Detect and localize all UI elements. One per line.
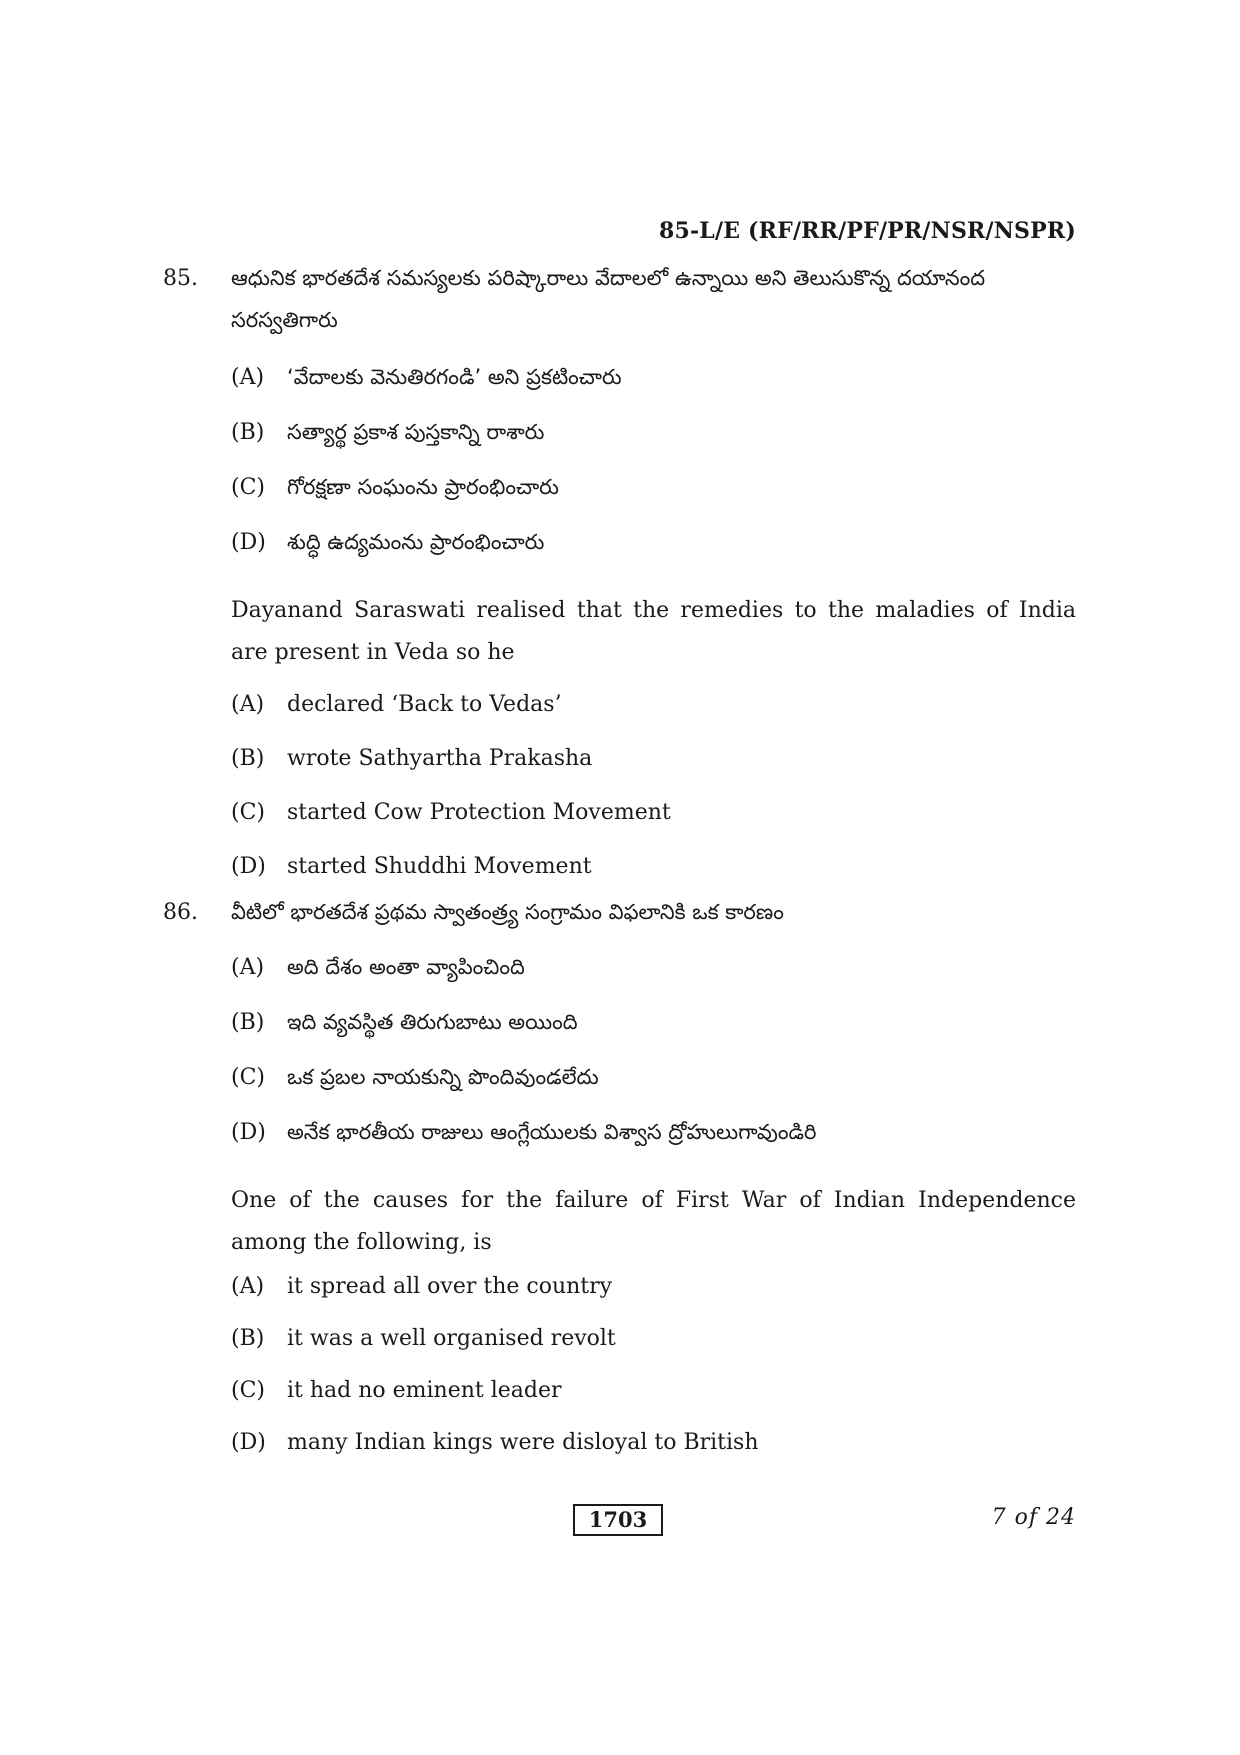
question-85-english-option-c — [231, 800, 671, 825]
option-text: declared ‘Back to Vedas’ — [287, 692, 562, 717]
question-85-number: 85. — [163, 266, 198, 291]
page-number: 7 of 24 — [991, 1505, 1076, 1530]
option-text: many Indian kings were disloyal to British — [287, 1430, 759, 1455]
question-85-english-option-b — [231, 746, 592, 771]
option-label: (C) — [231, 1378, 265, 1403]
option-label: (A) — [231, 692, 265, 717]
option-label: (A) — [231, 365, 265, 390]
question-86-telugu-text: వీటిలో భారతదేశ ప్రథమ స్వాతంత్ర్య సంగ్రామం విఫలానికి ఒక కారణం — [231, 900, 784, 924]
question-85-telugu-option-b — [231, 420, 544, 450]
option-label: (D) — [231, 1430, 266, 1455]
question-85-english-option-a — [231, 692, 562, 717]
option-text: ఇది వ్యవస్థిత తిరుగుబాటు అయింది — [287, 1010, 578, 1034]
option-label: (C) — [231, 475, 265, 500]
option-label: (D) — [231, 530, 266, 555]
option-text: గోరక్షణా సంఘంను ప్రారంభించారు — [287, 475, 559, 499]
header-code: 85-L/E (RF/RR/PF/PR/NSR/NSPR) — [658, 218, 1076, 244]
question-86-telugu-option-a — [231, 955, 525, 985]
option-text: అది దేశం అంతా వ్యాపించింది — [287, 955, 525, 979]
option-text: it spread all over the country — [287, 1274, 613, 1299]
option-text: it had no eminent leader — [287, 1378, 562, 1403]
option-label: (D) — [231, 854, 266, 879]
option-text: సత్యార్థ ప్రకాశ పుస్తకాన్ని రాశారు — [287, 420, 545, 444]
question-86-telugu-option-c — [231, 1065, 599, 1095]
question-86-telugu-option-d — [231, 1120, 816, 1150]
option-text: wrote Sathyartha Prakasha — [287, 746, 593, 771]
option-label: (A) — [231, 1274, 265, 1299]
option-label: (D) — [231, 1120, 266, 1145]
option-label: (C) — [231, 800, 265, 825]
question-86-english-text: One of the causes for the failure of First War of Indian Independence among the following, is — [231, 1188, 1076, 1255]
booklet-code: 1703 — [573, 1504, 663, 1536]
option-label: (B) — [231, 420, 265, 445]
option-label: (A) — [231, 955, 265, 980]
question-85-english-text: Dayanand Saraswati realised that the remedies to the maladies of India are present in Veda so he — [231, 598, 1076, 665]
option-text: ఒక ప్రబల నాయకున్ని పొందివుండలేదు — [287, 1065, 599, 1089]
question-86-telugu-option-b — [231, 1010, 578, 1040]
question-85-english-option-d — [231, 854, 592, 879]
question-86-number: 86. — [163, 900, 198, 925]
option-label: (B) — [231, 746, 265, 771]
question-86-english-option-d — [231, 1430, 759, 1455]
option-label: (B) — [231, 1326, 265, 1351]
question-85-telugu-option-d — [231, 530, 544, 560]
option-text: అనేక భారతీయ రాజులు ఆంగ్లేయులకు విశ్వాస ద్రోహులుగావుండిరి — [287, 1120, 817, 1144]
option-label: (B) — [231, 1010, 265, 1035]
option-text: started Cow Protection Movement — [287, 800, 671, 825]
option-text: శుద్ధి ఉద్యమంను ప్రారంభించారు — [287, 530, 545, 554]
question-85-telugu-option-a — [231, 365, 622, 395]
question-85-telugu-option-c — [231, 475, 559, 505]
option-text: it was a well organised revolt — [287, 1326, 616, 1351]
option-text: ‘వేదాలకు వెనుతిరగండి’ అని ప్రకటించారు — [287, 365, 622, 389]
question-86-english-option-a — [231, 1274, 612, 1299]
question-86-english-option-c — [231, 1378, 562, 1403]
question-86-english-option-b — [231, 1326, 616, 1351]
option-text: started Shuddhi Movement — [287, 854, 592, 879]
question-85-telugu-text: ఆధునిక భారతదేశ సమస్యలకు పరిష్కారాలు వేదాలలో ఉన్నాయి అని తెలుసుకొన్న దయానంద సరస్వతిగారు — [231, 266, 986, 332]
option-label: (C) — [231, 1065, 265, 1090]
